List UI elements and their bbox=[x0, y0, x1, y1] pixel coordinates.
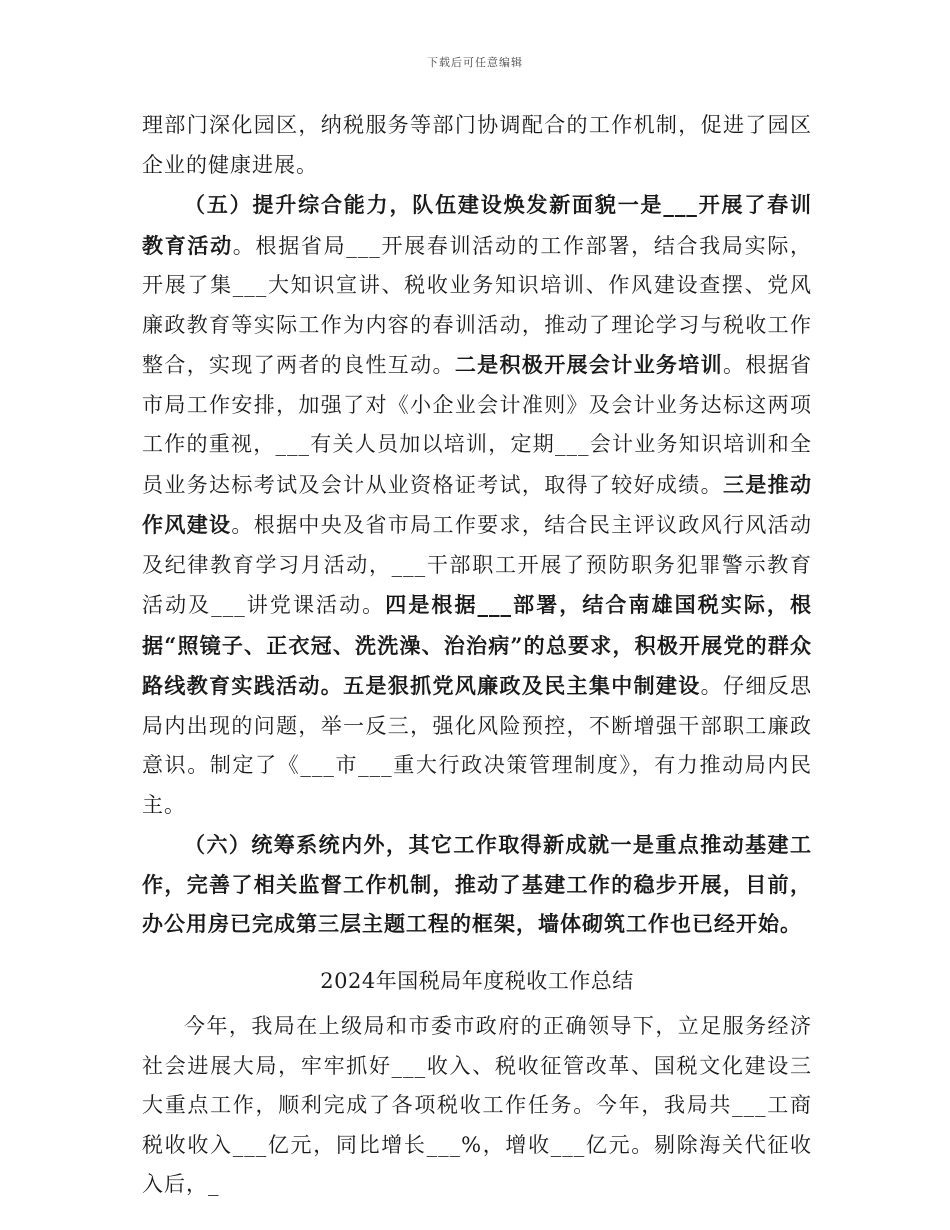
paragraph-section-five bbox=[142, 185, 812, 825]
section-five-heading: （五）提升综合能力，队伍建设焕发新面貌一是___开展了春训教育活动 bbox=[142, 192, 812, 258]
document-title: 2024年国税局年度税收工作总结 bbox=[320, 968, 634, 993]
section-five-bold-4: 四是根据___部署，结合南雄国税实际，根据“照镜子、正衣冠、洗洗澡、治治病”的总要求，积极开展党的群众路线教育实践活动。五是狠抓党风廉政及民主集中制建设 bbox=[142, 592, 813, 698]
section-five-text-4: 。仔细反思局内出现的问题，举一反三，强化风险预控，不断增强干部职工廉政意识。制定了《___市___重大行政决策管理制度》，有力推动局内民主。 bbox=[142, 674, 813, 817]
paragraph-continuation: 理部门深化园区，纳税服务等部门协调配合的工作机制，促进了园区企业的健康进展。 bbox=[142, 113, 812, 177]
paragraph-section-six: （六）统筹系统内外，其它工作取得新成就一是重点推动基建工作，完善了相关监督工作机制，推动了基建工作的稳步开展，目前，办公用房已完成第三层主题工程的框架，墙体砌筑工作也已经开始。 bbox=[142, 832, 812, 936]
page-header: 下载后可任意编辑 bbox=[427, 56, 523, 69]
section-five-text-1: 。根据省局___开展春训活动的工作部署，结合我局实际，开展了集___大知识宣讲、税收业务知识培训、作风建设查摆、党风廉政教育等实际工作为内容的春训活动，推动了理论学习与税收工作整合，实现了两者的良性互动。 bbox=[142, 233, 813, 377]
section-five-text-2: 。根据省市局工作安排，加强了对《小企业会计准则》及会计业务达标这两项工作的重视，___有关人员加以培训，定期___会计业务知识培训和全员业务达标考试及会计从业资格证考试，取得了较好成绩。 bbox=[142, 353, 813, 497]
paragraph-intro: 今年，我局在上级局和市委市政府的正确领导下，立足服务经济社会进展大局，牢牢抓好___收入、税收征管改革、国税文化建设三大重点工作，顺利完成了各项税收工作任务。今年，我局共___工商税收收入___亿元，同比增长___%，增收___亿元。剔除海关代征收入后，_ bbox=[142, 1014, 812, 1196]
section-five-bold-2: 二是积极开展会计业务培训 bbox=[454, 352, 723, 377]
section-five-bold-3: 三是推动作风建设 bbox=[142, 471, 813, 537]
document-body bbox=[142, 106, 812, 1205]
section-five-text-3: 。根据中央及省市局工作要求，结合民主评议政风行风活动及纪律教育学习月活动，___干部职工开展了预防职务犯罪警示教育活动及___讲党课活动。 bbox=[142, 513, 813, 617]
